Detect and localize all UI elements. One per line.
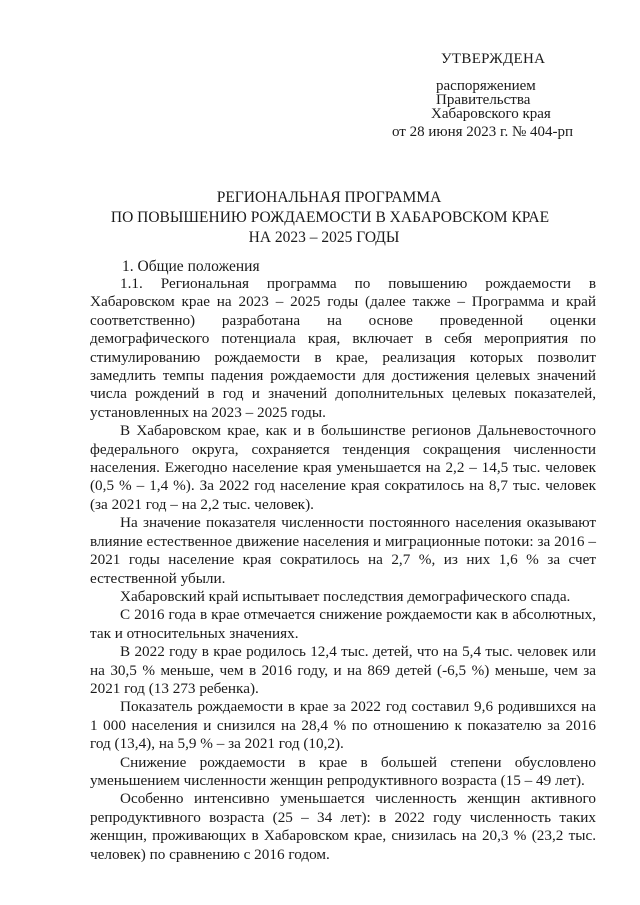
document-title	[0, 188, 640, 248]
approval-line-order: распоряжением	[436, 78, 536, 94]
title-line-2: ПО ПОВЫШЕНИЮ РОЖДАЕМОСТИ В ХАБАРОВСКОМ КРАЕ	[110, 209, 550, 226]
approval-title: УТВЕРЖДЕНА	[441, 51, 546, 67]
paragraph-birth-rate-since-2016: С 2016 года в крае отмечается снижение рождаемости как в абсолютных, так и относительных значениях.	[90, 606, 596, 642]
paragraph-migration: На значение показателя численности постоянного населения оказывают влияние естественное движение населения и миграционные потоки: за 2016 – 2021 годы население края сократилось на 2,7 %, из них 1,6 % за счет естественной убыли.	[90, 514, 596, 587]
document-body	[90, 275, 596, 864]
paragraph-demographic-decline: Хабаровский край испытывает последствия демографического спада.	[120, 587, 571, 605]
paragraph-population-decline: В Хабаровском крае, как и в большинстве регионов Дальневосточного федерального округа, сохраняется тенденция сокращения численности населения. Ежегодно население края уменьшается на 2,2 – 14,5 тыс. человек (0,5 % – 1,4 %). За 2022 год население края сократилось на 8,7 тыс. человек (за 2021 год – на 2,2 тыс. человек).	[90, 422, 596, 513]
paragraph-reproductive-women: Снижение рождаемости в крае в большей степени обусловлено уменьшением численности женщин репродуктивного возраста (15 – 49 лет).	[90, 753, 596, 789]
paragraph-1-1: 1.1. Региональная программа по повышению рождаемости в Хабаровском крае на 2023 – 2025 годы (далее также – Программа и край соответственно) разработана на основе проведенной оценки демографического потенциала края, включает в себя мероприятия по стимулированию рождаемости в крае, реализация которых позволит замедлить темпы падения рождаемости для достижения целевых значений числа рождений в год и значений дополнительных целевых показателей, установленных на 2023 – 2025 годы.	[90, 275, 596, 421]
approval-line-date-number: от 28 июня 2023 г. № 404-рп	[392, 124, 574, 140]
title-line-3: НА 2023 – 2025 ГОДЫ	[248, 229, 400, 246]
paragraph-active-reproductive-age: Особенно интенсивно уменьшается численность женщин активного репродуктивного возраста (25 – 34 лет): в 2022 году численность таких женщин, проживающих в Хабаровском крае, снизилась на 20,3 % (23,2 тыс. человек) по сравнению с 2016 годом.	[90, 790, 596, 863]
paragraph-birth-rate-indicator: Показатель рождаемости в крае за 2022 год составил 9,6 родившихся на 1 000 населения и снизился на 28,4 % по отношению к показателю за 2016 год (13,4), на 5,9 % – за 2021 год (10,2).	[90, 698, 596, 753]
paragraph-births-2022: В 2022 году в крае родилось 12,4 тыс. детей, что на 5,4 тыс. человек или на 30,5 % меньше, чем в 2016 году, и на 869 детей (-6,5 %) меньше, чем за 2021 год (13 273 ребенка).	[90, 643, 596, 697]
approval-line-government: Правительства	[436, 92, 531, 108]
approval-line-region: Хабаровского края	[431, 106, 551, 122]
approval-block	[0, 50, 640, 140]
title-line-1: РЕГИОНАЛЬНАЯ ПРОГРАММА	[216, 189, 442, 206]
section-heading: 1. Общие положения	[122, 258, 260, 275]
